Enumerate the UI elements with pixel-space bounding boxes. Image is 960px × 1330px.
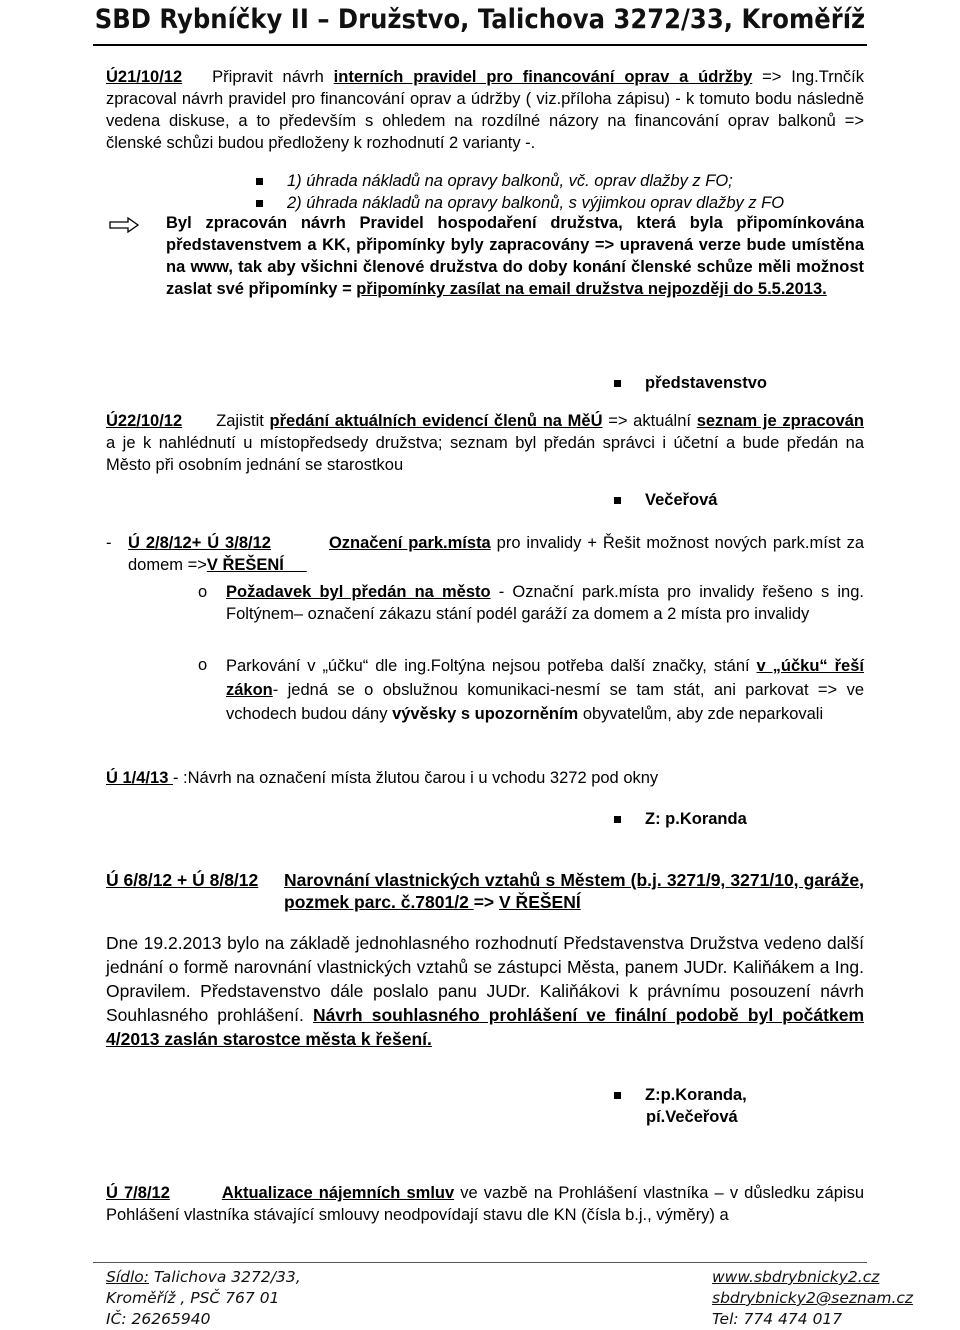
responsible-5b: pí.Večeřová [646, 1108, 738, 1126]
footer-label: Sídlo: [106, 1268, 149, 1286]
section-u22-10-12 [106, 410, 864, 476]
text: Připravit návrh [212, 68, 334, 86]
text-bold: vývěsky s upozorněním [392, 705, 579, 723]
section-u1-4-13 [106, 767, 658, 789]
text-highlight: v „účku“ řeší zákon [226, 657, 864, 699]
sub-item-1 [226, 581, 864, 625]
text: - Označní park.místa pro invalidy řešeno s ing. Foltýnem– označení zákazu stání podél garáží za domem a 2 místa pro invalidy [226, 583, 864, 623]
text-highlight: interních pravidel pro financování oprav a údržby [333, 68, 753, 86]
resolution-code: Ú 7/8/12 [106, 1184, 170, 1202]
square-bullet-icon [256, 178, 263, 185]
sub-item-2 [226, 654, 864, 726]
bullet-text: 2) úhrada nákladů na opravy balkonů, s výjimkou oprav dlažby z FO [287, 194, 785, 212]
text-highlight: předání aktuálních evidencí členů na MěÚ [269, 412, 603, 430]
text: => Ing.Trnčík zpracoval návrh pravidel pro financování oprav a údržby ( viz.příloha zápisu) - k tomuto bodu následně vedena diskuse, a to především s ohledem na rozdílné názory na financování oprav balkonů => členské schůzi budou předloženy k rozhodnutí 2 varianty -. [106, 68, 864, 152]
text: obyvatelům, aby zde neparkovali [578, 705, 824, 723]
responsible-name: Z: p.Koranda [645, 810, 747, 828]
text-highlight: seznam je zpracován [696, 412, 865, 430]
text: Parkování v „účku“ dle ing.Foltýna nejsou potřeba další značky, stání [226, 657, 757, 675]
phone-number: Tel: 774 474 017 [712, 1310, 843, 1328]
square-bullet-icon [614, 816, 621, 823]
website-link[interactable]: www.sbdrybnicky2.cz [712, 1268, 880, 1286]
resolution-code: Ú22/10/12 [106, 412, 183, 430]
footer-address [106, 1267, 301, 1330]
note-deadline: připomínky zasílat na email družstva nejpozději do 5.5.2013. [356, 280, 827, 298]
text: Zajistit [216, 412, 270, 430]
text: ve vazbě na Prohlášení vlastníka – v důsledku zápisu Pohlášení vlastníka stávající smlouvy neodpovídají stavu dle KN (čísla b.j., výměry) a [106, 1184, 864, 1224]
section-dash: - [106, 534, 112, 552]
footer-divider [93, 1262, 867, 1263]
text-highlight: Návrh souhlasného prohlášení ve finální podobě byl počátkem 4/2013 zaslán starostce města k řešení. [106, 1005, 865, 1049]
square-bullet-icon [614, 380, 621, 387]
section-u6-8-12-body [106, 931, 864, 1051]
bullet-text: 1) úhrada nákladů na opravy balkonů, vč. oprav dlažby z FO; [287, 172, 733, 190]
text: => aktuální [602, 412, 697, 430]
sub-bullet-marker: o [198, 583, 208, 601]
variant-bullet-2 [256, 192, 784, 214]
responsible-name: Večeřová [645, 491, 718, 509]
resolution-code: Ú 1/4/13 [106, 769, 173, 787]
responsible-name: představenstvo [645, 374, 767, 392]
text: a je k nahlédnutí u místopředsedy družstva; seznam byl předán správci i účetní a bude předán na Město při osobním jednání se starostkou [106, 434, 864, 474]
footer-line: IČ: 26265940 [106, 1310, 211, 1328]
page-header-title: SBD Rybníčky II – Družstvo, Talichova 3272/33, Kroměříž [94, 4, 866, 35]
footer-line [106, 1267, 301, 1288]
section-u6-8-12-title [284, 869, 864, 913]
footer-line: Kroměříž , PSČ 767 01 [106, 1289, 280, 1307]
section-u7-8-12 [106, 1182, 864, 1226]
section-u21-10-12 [106, 66, 864, 154]
footer-contact [712, 1267, 913, 1330]
text: - :Návrh na označení místa žlutou čarou i u vchodu 3272 pod okny [172, 769, 659, 787]
text-highlight: Aktualizace nájemních smluv [221, 1184, 455, 1202]
text-highlight: Požadavek byl předán na město [226, 583, 491, 601]
status-text: V ŘEŠENÍ [206, 556, 307, 574]
section-u2-8-12 [128, 532, 864, 576]
resolution-code: Ú 2/8/12+ Ú 3/8/12 [128, 534, 271, 552]
header-divider [93, 44, 867, 46]
variant-bullet-1 [256, 170, 733, 192]
footer-text: Talichova 3272/33, [149, 1268, 301, 1286]
status-text: V ŘEŠENÍ [499, 892, 581, 912]
email-link[interactable]: sbdrybnicky2@seznam.cz [712, 1289, 914, 1307]
text: => [473, 892, 500, 912]
square-bullet-icon [256, 200, 263, 207]
responsible-4 [614, 808, 747, 830]
responsible-2 [614, 489, 717, 511]
note-text: Byl zpracován návrh Pravidel hospodaření družstva, která byla připomínkována představenstvem a KK, připomínky byly zapracovány => upravená verze bude umístěna na www, tak aby všichni členové družstva do doby konání členské schůze měli možnost zaslat své připomínky = [166, 214, 864, 298]
text-highlight: Narovnání vlastnických vztahů s Městem (b.j. 3271/9, 3271/10, garáže, pozmek parc. č.7801/2 [284, 870, 864, 912]
square-bullet-icon [614, 497, 621, 504]
resolution-code: Ú 6/8/12 + Ú 8/8/12 [106, 870, 259, 890]
text-highlight: Označení park.místa [328, 534, 491, 552]
arrow-note [166, 212, 864, 300]
responsible-1 [614, 372, 767, 394]
arrow-right-icon [108, 217, 150, 233]
sub-bullet-marker: o [198, 656, 208, 674]
responsible-name: Z:p.Koranda, [645, 1086, 747, 1104]
text: pro invalidy + Řešit možnost nových park.míst za domem => [128, 534, 864, 574]
text: Dne 19.2.2013 bylo na základě jednohlasného rozhodnutí Představenstva Družstva vedeno další jednání o formě narovnání vlastnických vztahů se zástupci Města, panem JUDr. Kaliňákem a Ing. Opravilem. Představenstvo dále poslalo panu JUDr. Kaliňákovi k právnímu posouzení návrh Souhlasného prohlášení. [106, 933, 864, 1025]
square-bullet-icon [614, 1092, 621, 1099]
text: - jedná se o obslužnou komunikaci-nesmí se tam stát, ani parkovat => ve vchodech budou dány [226, 681, 864, 723]
responsible-5 [614, 1084, 747, 1106]
resolution-code: Ú21/10/12 [106, 68, 183, 86]
